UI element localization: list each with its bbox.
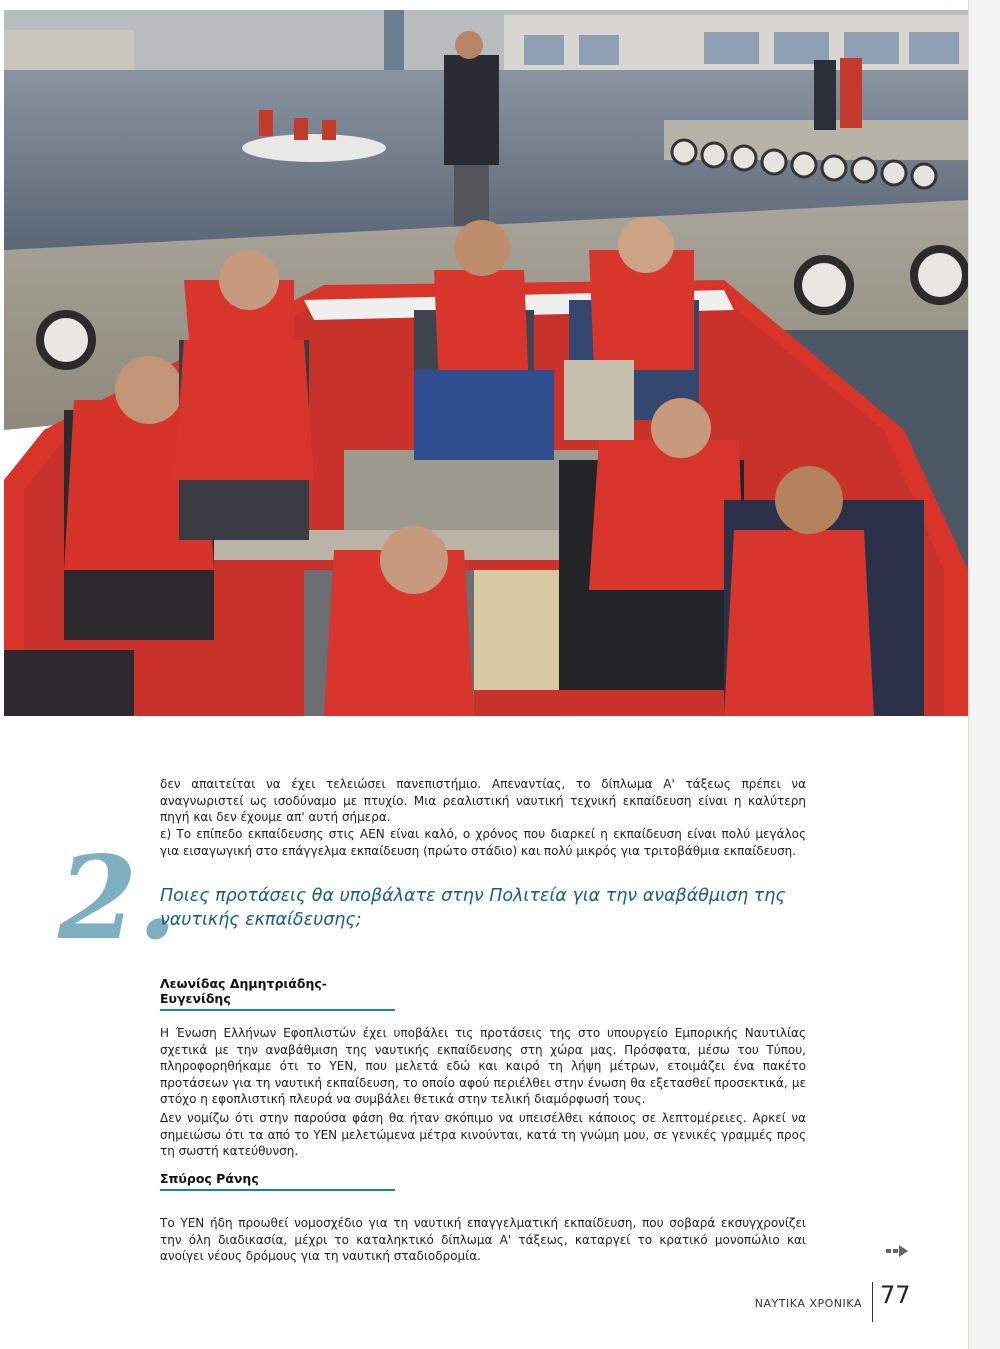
question-heading: Ποιες προτάσεις θα υποβάλατε στην Πολιτεία για την αναβάθμιση της ναυτικής εκπαίδευσης;	[160, 886, 786, 930]
continue-arrow-icon	[886, 1242, 908, 1261]
answer-paragraph: Δεν νομίζω ότι στην παρούσα φάση θα ήταν σκόπιμο να υπεισέλθει κάποιος σε λεπτομέρειες. Αρκεί να σημειώσω ότι τα από το ΥΕΝ μελετώμενα μέτρα κινούνται, κατά τη γνώμη μου, σε γενικές γραμμές προς τη σωστή κατεύθυνση.	[160, 1111, 806, 1158]
speaker-name	[160, 1171, 395, 1191]
footer-divider	[872, 1282, 873, 1322]
speaker-name	[160, 976, 395, 1011]
page-number: 77	[880, 1281, 911, 1309]
harbor-boat-photo	[4, 10, 968, 716]
speaker-underline	[160, 1189, 395, 1191]
magazine-name: ΝΑΥΤΙΚΑ ΧΡΟΝΙΚΑ	[754, 1297, 862, 1310]
page-edge-line	[968, 0, 969, 1349]
speaker-name-text: Σπύρος Ράνης	[160, 1171, 259, 1186]
page-edge	[968, 0, 1000, 1349]
answer-paragraph: Η Ένωση Ελλήνων Εφοπλιστών έχει υποβάλει τις προτάσεις της στο υπουργείο Εμπορικής Ναυτιλίας σχετικά με την αναβάθμιση της ναυτικής εκπαίδευσης στη χώρα μας. Πρόσφατα, μέσω του Τύπου, πληροφορηθήκαμε ότι το ΥΕΝ, που μελετά εδώ και καιρό τη λήψη μέτρων, ετοιμάζει ένα πακέτο προτάσεων για τη ναυτική εκπαίδευση, το οποίο αφού περιέλθει στην ένωση θα εξετασθεί προσεκτικά, με στόχο η εφοπλιστική πλευρά να συμβάλει θετικά στην τελική διαμόρφωσή τους.	[160, 1026, 806, 1106]
body-paragraph: ε) Το επίπεδο εκπαίδευσης στις ΑΕΝ είναι καλό, ο χρόνος που διαρκεί η εκπαίδευση είναι πολύ μεγάλος για εισαγωγική στο επάγγελμα εκπαίδευση (πρώτο στάδιο) και πολύ μικρός για τριτοβάθμια εκπαίδευση.	[160, 827, 806, 858]
speaker-name-text: Λεωνίδας Δημητριάδης-Ευγενίδης	[160, 976, 327, 1006]
question-number: 2.	[58, 831, 178, 965]
answer-paragraph: Το ΥΕΝ ήδη προωθεί νομοσχέδιο για τη ναυτική επαγγελματική εκπαίδευση, που σοβαρά εκσυγχρονίζει την όλη διαδικασία, μέχρι το καταληκτικό δίπλωμα Α' τάξεως, καταργεί το κρατικό μονοπώλιο και ανοίγει νέους δρόμους για τη ναυτική σταδιοδρομία.	[160, 1216, 806, 1263]
photo-illustration	[4, 10, 968, 716]
body-paragraph: δεν απαιτείται να έχει τελειώσει πανεπιστήμιο. Απεναντίας, το δίπλωμα Α' τάξεως πρέπει να αναγνωριστεί ως ισοδύναμο με πτυχίο. Μια ρεαλιστική ναυτική τεχνική εκπαίδευση είναι η καλύτερη πηγή και δεν έχουμε απ' αυτή σήμερα.	[160, 777, 806, 824]
speaker-underline	[160, 1009, 395, 1011]
